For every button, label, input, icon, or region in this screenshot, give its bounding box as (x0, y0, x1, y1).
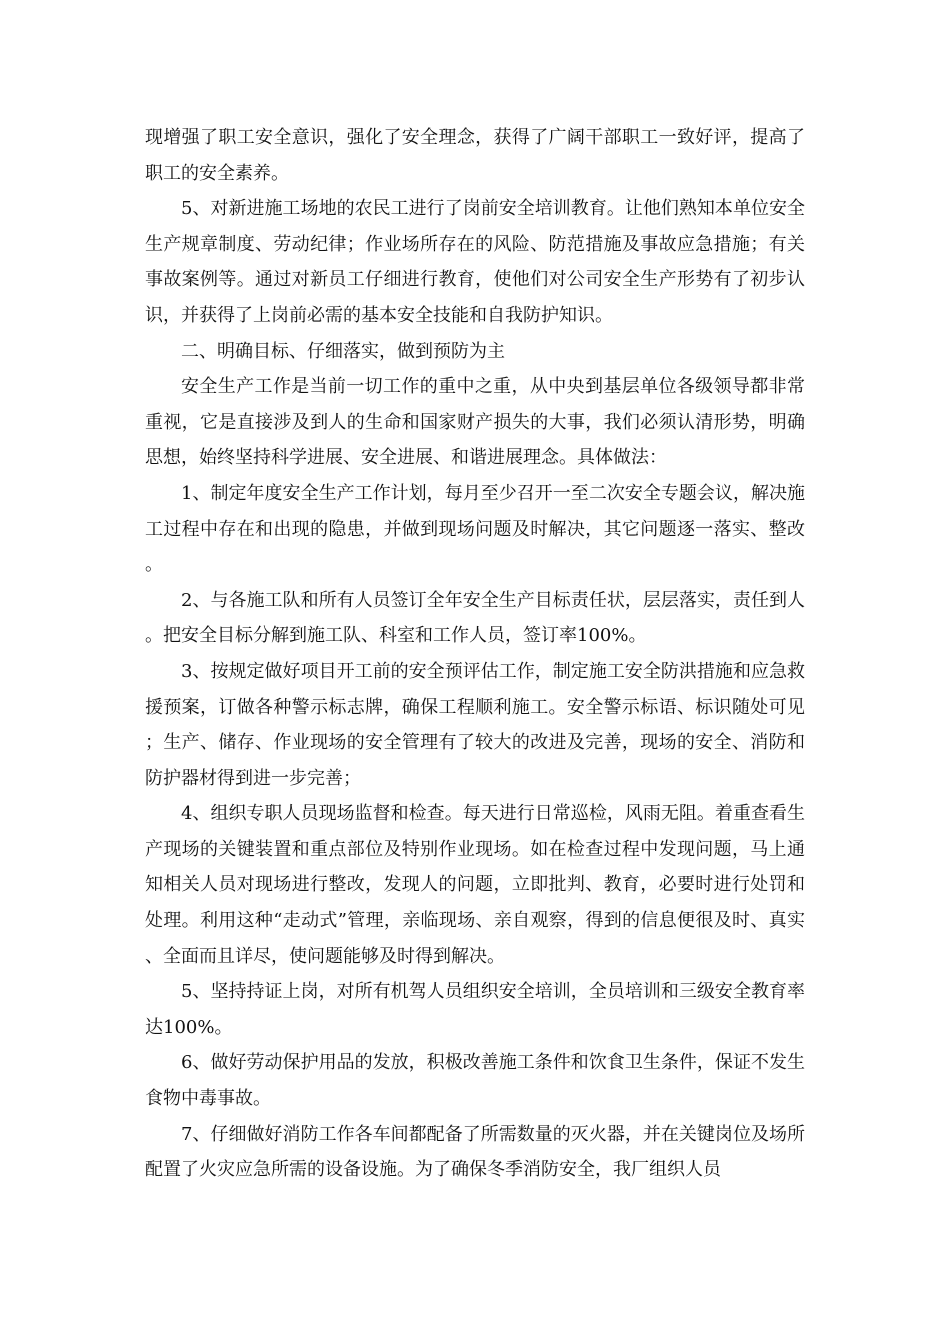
paragraph-item-6: 6、做好劳动保护用品的发放，积极改善施工条件和饮食卫生条件，保证不发生食物中毒事故。 (145, 1052, 805, 1110)
paragraph-item-5: 5、坚持持证上岗，对所有机驾人员组织安全培训，全员培训和三级安全教育率达100%。 (145, 981, 805, 1038)
paragraph-item-5-migrant-training: 5、对新进施工场地的农民工进行了岗前安全培训教育。让他们熟知本单位安全生产规章制度、劳动纪律；作业场所存在的风险、防范措施及事故应急措施；有关事故案例等。通过对新员工仔细进行教育，使他们对公司安全生产形势有了初步认识，并获得了上岗前必需的基本安全技能和自我防护知识。 (145, 198, 805, 326)
paragraph-continuation: 现增强了职工安全意识，强化了安全理念，获得了广阔干部职工一致好评，提高了职工的安全素养。 (145, 127, 805, 184)
paragraph-section-intro: 安全生产工作是当前一切工作的重中之重，从中央到基层单位各级领导都非常重视，它是直接涉及到人的生命和国家财产损失的大事，我们必须认清形势，明确思想，始终坚持科学进展、安全进展、和谐进展理念。具体做法： (145, 376, 805, 469)
paragraph-item-2: 2、与各施工队和所有人员签订全年安全生产目标责任状，层层落实，责任到人。把安全目标分解到施工队、科室和工作人员，签订率100%。 (145, 589, 805, 647)
document-body (145, 120, 805, 1188)
paragraph-item-4: 4、组织专职人员现场监督和检查。每天进行日常巡检，风雨无阻。着重查看生产现场的关键装置和重点部位及特别作业现场。如在检查过程中发现问题，马上通知相关人员对现场进行整改，发现人的问题，立即批判、教育，必要时进行处罚和处理。利用这种“走动式”管理，亲临现场、亲自观察，得到的信息便很及时、真实、全面而且详尽，使问题能够及时得到解决。 (145, 803, 805, 967)
paragraph-item-1: 1、制定年度安全生产工作计划，每月至少召开一至二次安全专题会议，解决施工过程中存在和出现的隐患，并做到现场问题及时解决，其它问题逐一落实、整改。 (145, 482, 805, 576)
section-heading-2: 二、明确目标、仔细落实，做到预防为主 (181, 340, 505, 362)
paragraph-item-7: 7、仔细做好消防工作各车间都配备了所需数量的灭火器，并在关键岗位及场所配置了火灾应急所需的设备设施。为了确保冬季消防安全，我厂组织人员 (145, 1123, 805, 1181)
paragraph-item-3: 3、按规定做好项目开工前的安全预评估工作，制定施工安全防洪措施和应急救援预案，订做各种警示标志牌，确保工程顺利施工。安全警示标语、标识随处可见；生产、储存、作业现场的安全管理有了较大的改进及完善，现场的安全、消防和防护器材得到进一步完善； (145, 660, 805, 789)
